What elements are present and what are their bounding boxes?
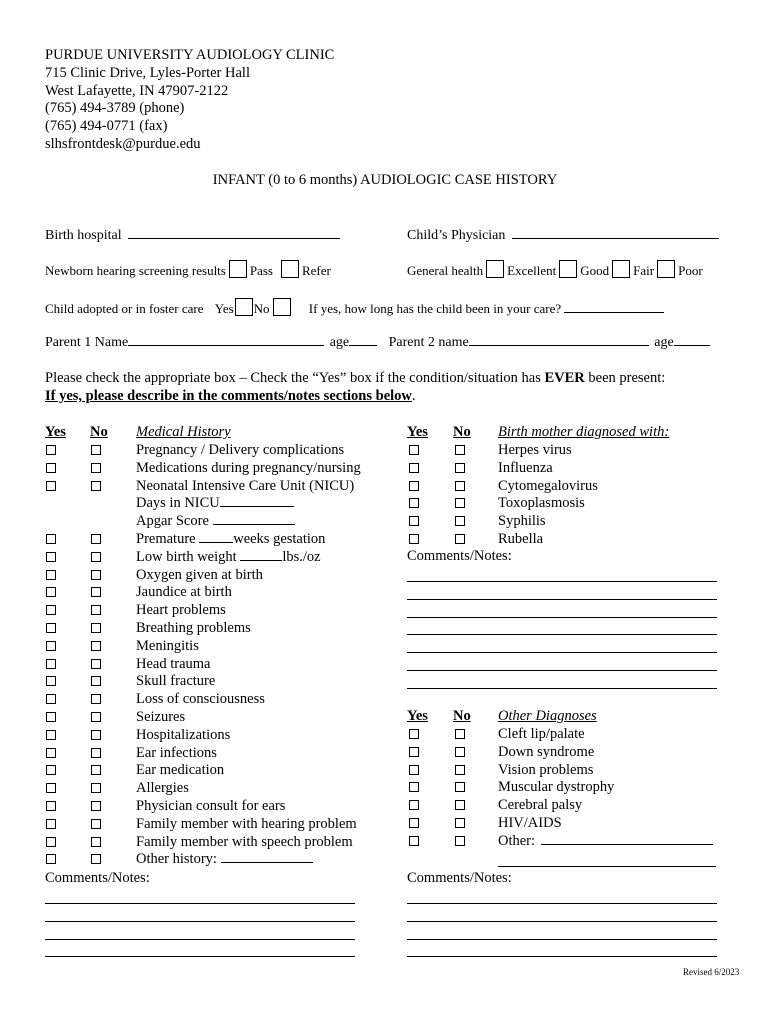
instructions-part1: Please check the appropriate box – Check the “Yes” box if the condition/situation has (45, 370, 545, 386)
other-no-checkbox[interactable] (455, 747, 465, 757)
medical-yes-checkbox[interactable] (46, 783, 56, 793)
medical-no-checkbox[interactable] (91, 445, 101, 455)
instructions-line1 (45, 370, 665, 387)
medical-yes-checkbox[interactable] (46, 534, 56, 544)
birth-mother-item: Rubella (498, 531, 544, 547)
other-diagnosis-item (498, 797, 582, 814)
other-no-checkbox[interactable] (455, 765, 465, 775)
medical-comment-line[interactable] (45, 921, 355, 922)
medical-history-item (136, 602, 226, 619)
premature-suffix: weeks gestation (233, 531, 326, 547)
mother-comment-line[interactable] (407, 670, 717, 671)
medical-yes-checkbox[interactable] (46, 623, 56, 633)
medical-yes-checkbox[interactable] (46, 712, 56, 722)
medical-history-item-label: Ear medication (136, 762, 225, 779)
medical-history-item (136, 620, 251, 637)
medical-no-checkbox[interactable] (91, 765, 101, 775)
medical-yes-checkbox[interactable] (46, 445, 56, 455)
parent2-age-label: age (654, 335, 674, 350)
other-no-checkbox[interactable] (455, 782, 465, 792)
medical-yes-checkbox[interactable] (46, 659, 56, 669)
medical-no-checkbox[interactable] (91, 659, 101, 669)
medical-no-checkbox[interactable] (91, 694, 101, 704)
medical-history-item-label: Loss of consciousness (136, 691, 265, 708)
other-comment-line[interactable] (407, 939, 717, 940)
instructions-part2: been present: (584, 370, 666, 386)
adopted-yes-checkbox[interactable] (235, 298, 253, 316)
birth-weight-line[interactable] (240, 549, 282, 561)
birth-hospital-label: Birth hospital (45, 228, 122, 243)
medical-history-item (136, 673, 215, 690)
medical-no-checkbox[interactable] (91, 748, 101, 758)
other-no-checkbox[interactable] (455, 729, 465, 739)
left-yes-header: Yes (45, 424, 66, 440)
medical-history-item (136, 495, 294, 512)
medical-history-item (136, 638, 199, 655)
other-comment-line[interactable] (407, 903, 717, 904)
medical-history-item-label: Days in NICU (136, 495, 220, 512)
medical-history-item-label: Oxygen given at birth (136, 566, 263, 583)
medical-no-checkbox[interactable] (91, 783, 101, 793)
adopted-no-checkbox[interactable] (273, 298, 291, 316)
mother-no-checkbox[interactable] (455, 498, 465, 508)
instructions-line2 (45, 388, 416, 405)
birth-mother-item: Herpes virus (498, 442, 572, 458)
clinic-city: West Lafayette, IN 47907-2122 (45, 82, 229, 99)
clinic-fax: (765) 494-0771 (fax) (45, 118, 168, 135)
mother-comment-line[interactable] (407, 599, 717, 600)
fair-label: Fair (633, 263, 655, 278)
medical-history-item-label: Physician consult for ears (136, 798, 286, 814)
other-diagnosis-item (498, 833, 713, 850)
nicu-days-line[interactable] (220, 495, 294, 507)
medical-yes-checkbox[interactable] (46, 481, 56, 491)
medical-comments-label: Comments/Notes: (45, 870, 150, 886)
mother-comment-line[interactable] (407, 688, 717, 689)
medical-history-item (136, 567, 263, 584)
medical-history-item-label: Pregnancy / Delivery complications (136, 442, 345, 458)
medical-yes-checkbox[interactable] (46, 694, 56, 704)
clinic-name: PURDUE UNIVERSITY AUDIOLOGY CLINIC (45, 47, 335, 63)
mother-no-checkbox[interactable] (455, 445, 465, 455)
other-no-checkbox[interactable] (455, 800, 465, 810)
birth-mother-item: Toxoplasmosis (498, 495, 585, 512)
medical-history-item-label: Heart problems (136, 602, 226, 619)
other-yes-checkbox[interactable] (409, 818, 419, 828)
medical-yes-checkbox[interactable] (46, 819, 56, 829)
medical-history-item (136, 549, 321, 566)
other-no-checkbox[interactable] (455, 836, 465, 846)
medical-no-checkbox[interactable] (91, 837, 101, 847)
medical-no-checkbox[interactable] (91, 819, 101, 829)
birth-mother-item: Cytomegalovirus (498, 477, 598, 494)
medical-yes-checkbox[interactable] (46, 463, 56, 473)
medical-history-item (136, 584, 232, 601)
pass-label: Pass (249, 263, 273, 278)
other-yes-checkbox[interactable] (409, 836, 419, 846)
parent2-age-line[interactable] (674, 334, 710, 346)
medical-history-item-label: Other history: (136, 851, 221, 868)
other-diagnosis-item (498, 744, 594, 761)
medical-history-item-label: Neonatal Intensive Care Unit (NICU) (136, 477, 355, 494)
other-yes-checkbox[interactable] (409, 765, 419, 775)
medical-no-checkbox[interactable] (91, 676, 101, 686)
other-diagnosis-label: Muscular dystrophy (498, 779, 615, 796)
birth-mother-item: Syphilis (498, 513, 546, 530)
birth-weight-suffix: lbs./oz (282, 548, 321, 565)
medical-yes-checkbox[interactable] (46, 801, 56, 811)
medical-history-item-label: Low birth weight (136, 548, 241, 565)
other-yes-header: Yes (407, 708, 428, 724)
other-diagnosis-item (498, 779, 614, 796)
physician-field[interactable] (407, 227, 719, 244)
mother-no-checkbox[interactable] (455, 516, 465, 526)
medical-yes-checkbox[interactable] (46, 765, 56, 775)
other-diagnoses-heading: Other Diagnoses (498, 708, 597, 724)
other-comment-line[interactable] (407, 921, 717, 922)
other-yes-checkbox[interactable] (409, 800, 419, 810)
clinic-street: 715 Clinic Drive, Lyles-Porter Hall (45, 64, 250, 81)
general-health-label: General health (407, 263, 484, 278)
general-health-row (407, 260, 703, 279)
medical-history-item-label: Meningitis (136, 637, 199, 654)
medical-yes-checkbox[interactable] (46, 552, 56, 562)
mother-no-checkbox[interactable] (455, 534, 465, 544)
mother-no-checkbox[interactable] (455, 463, 465, 473)
other-diagnosis-label: Vision problems (498, 761, 594, 778)
medical-history-item-label: Hospitalizations (136, 726, 231, 743)
other-no-checkbox[interactable] (455, 818, 465, 828)
instructions-ever: EVER (544, 370, 585, 386)
birth-mother-item: Influenza (498, 459, 553, 476)
medical-history-item-label: Family member with hearing problem (136, 815, 357, 832)
fair-checkbox[interactable] (612, 260, 630, 278)
parent2-label: Parent 2 name (388, 335, 469, 350)
mother-yes-checkbox[interactable] (409, 445, 419, 455)
medical-history-item-label: Allergies (136, 780, 189, 797)
medical-yes-checkbox[interactable] (46, 587, 56, 597)
medical-no-checkbox[interactable] (91, 463, 101, 473)
medical-no-checkbox[interactable] (91, 641, 101, 651)
mother-comment-line[interactable] (407, 634, 717, 635)
medical-yes-checkbox[interactable] (46, 837, 56, 847)
medical-no-checkbox[interactable] (91, 730, 101, 740)
adopted-row (45, 298, 664, 317)
medical-history-item-label: Breathing problems (136, 620, 251, 636)
medical-history-item (136, 816, 357, 833)
medical-history-item-label: Head trauma (136, 655, 211, 672)
other-no-header: No (453, 708, 471, 724)
pass-checkbox[interactable] (229, 260, 247, 278)
other-diagnosis-label: Other: (498, 832, 536, 849)
medical-no-checkbox[interactable] (91, 534, 101, 544)
medical-history-item (136, 656, 210, 673)
other-diagnosis-item (498, 762, 593, 779)
medical-comment-line[interactable] (45, 903, 355, 904)
other-comments-label: Comments/Notes: (407, 870, 512, 886)
medical-yes-checkbox[interactable] (46, 748, 56, 758)
other-yes-checkbox[interactable] (409, 747, 419, 757)
medical-history-item (136, 442, 344, 459)
medical-history-item (136, 531, 325, 548)
medical-history-item (136, 691, 265, 708)
medical-history-item (136, 460, 361, 477)
apgar-score-line[interactable] (213, 513, 295, 525)
mother-yes-checkbox[interactable] (409, 481, 419, 491)
other-diagnosis-label: Cleft lip/palate (498, 726, 585, 742)
care-question: If yes, how long has the child been in your care? (308, 301, 562, 316)
instructions-period: . (411, 388, 416, 404)
medical-history-item-label: Seizures (136, 709, 186, 725)
medical-history-item (136, 851, 313, 868)
medical-no-checkbox[interactable] (91, 570, 101, 580)
other-diagnosis-label: HIV/AIDS (498, 815, 562, 831)
mother-yes-checkbox[interactable] (409, 498, 419, 508)
medical-history-heading: Medical History (136, 424, 231, 440)
birth-mother-heading: Birth mother diagnosed with: (498, 424, 670, 440)
other-yes-checkbox[interactable] (409, 729, 419, 739)
poor-label: Poor (678, 263, 703, 278)
medical-no-checkbox[interactable] (91, 605, 101, 615)
other-diagnosis-item (498, 815, 562, 832)
instructions-describe: If yes, please describe in the comments/notes sections below (45, 388, 412, 404)
physician-label: Child’s Physician (407, 228, 506, 243)
physician-line[interactable] (512, 227, 719, 239)
adopted-label: Child adopted or in foster care (45, 301, 204, 316)
medical-no-checkbox[interactable] (91, 623, 101, 633)
mother-comments-label: Comments/Notes: (407, 548, 512, 564)
birth-hospital-line[interactable] (128, 227, 340, 239)
mother-comment-line[interactable] (407, 652, 717, 653)
good-label: Good (580, 263, 610, 278)
adopted-yes-label: Yes (214, 301, 234, 316)
medical-yes-checkbox[interactable] (46, 570, 56, 580)
mother-no-header: No (453, 424, 471, 440)
parent2-line[interactable] (469, 334, 649, 346)
medical-history-item (136, 762, 224, 779)
mother-yes-checkbox[interactable] (409, 534, 419, 544)
medical-comment-line[interactable] (45, 956, 355, 957)
clinic-email: slhsfrontdesk@purdue.edu (45, 135, 201, 152)
mother-comment-line[interactable] (407, 581, 717, 582)
medical-no-checkbox[interactable] (91, 481, 101, 491)
screening-label: Newborn hearing screening results (45, 263, 226, 278)
medical-no-checkbox[interactable] (91, 854, 101, 864)
medical-yes-checkbox[interactable] (46, 730, 56, 740)
other-diagnosis-extra-line[interactable] (498, 866, 716, 867)
medical-yes-checkbox[interactable] (46, 854, 56, 864)
medical-history-item (136, 513, 295, 530)
medical-history-item-label: Apgar Score (136, 513, 213, 530)
medical-comment-line[interactable] (45, 939, 355, 940)
medical-no-checkbox[interactable] (91, 587, 101, 597)
care-duration-line[interactable] (564, 301, 664, 313)
parent1-line[interactable] (128, 334, 324, 346)
premature-weeks-line[interactable] (199, 531, 233, 543)
mother-yes-checkbox[interactable] (409, 516, 419, 526)
left-no-header: No (90, 424, 108, 440)
refer-checkbox[interactable] (281, 260, 299, 278)
parent1-age-label: age (329, 335, 350, 350)
medical-history-item-label: Medications during pregnancy/nursing (136, 459, 361, 476)
good-checkbox[interactable] (559, 260, 577, 278)
medical-yes-checkbox[interactable] (46, 605, 56, 615)
revision-footer: Revised 6/2023 (683, 967, 740, 977)
clinic-phone: (765) 494-3789 (phone) (45, 100, 185, 117)
other-yes-checkbox[interactable] (409, 782, 419, 792)
medical-yes-checkbox[interactable] (46, 641, 56, 651)
form-title: INFANT (0 to 6 months) AUDIOLOGIC CASE HISTORY (212, 172, 558, 188)
mother-comment-line[interactable] (407, 617, 717, 618)
excellent-label: Excellent (507, 263, 557, 278)
other-diagnosis-line[interactable] (541, 833, 713, 845)
poor-checkbox[interactable] (657, 260, 675, 278)
parent-row (45, 334, 710, 351)
adopted-no-label: No (253, 301, 270, 316)
medical-history-item (136, 745, 217, 762)
medical-history-item (136, 798, 285, 815)
medical-yes-checkbox[interactable] (46, 676, 56, 686)
other-diagnosis-label: Cerebral palsy (498, 797, 583, 814)
other-diagnosis-label: Down syndrome (498, 743, 595, 760)
medical-history-item-label: Family member with speech problem (136, 833, 353, 850)
mother-yes-header: Yes (407, 424, 428, 440)
medical-history-item-label: Jaundice at birth (136, 584, 232, 601)
medical-history-item (136, 478, 354, 495)
medical-history-item-label: Premature (136, 531, 200, 547)
medical-no-checkbox[interactable] (91, 712, 101, 722)
refer-label: Refer (301, 263, 331, 278)
medical-history-item (136, 780, 189, 797)
mother-yes-checkbox[interactable] (409, 463, 419, 473)
birth-hospital-field[interactable] (45, 227, 340, 244)
medical-history-item (136, 727, 230, 744)
medical-history-item-label: Skull fracture (136, 673, 216, 690)
other-diagnosis-item (498, 726, 585, 743)
medical-history-item-label: Ear infections (136, 744, 217, 761)
medical-history-item (136, 709, 185, 726)
parent1-label: Parent 1 Name (45, 335, 129, 350)
screening-row (45, 260, 331, 279)
medical-no-checkbox[interactable] (91, 801, 101, 811)
excellent-checkbox[interactable] (486, 260, 504, 278)
mother-no-checkbox[interactable] (455, 481, 465, 491)
parent1-age-line[interactable] (349, 334, 377, 346)
other-comment-line[interactable] (407, 956, 717, 957)
medical-no-checkbox[interactable] (91, 552, 101, 562)
other-history-line[interactable] (221, 851, 313, 863)
medical-history-item (136, 834, 353, 851)
clinic-address-block (45, 47, 334, 154)
